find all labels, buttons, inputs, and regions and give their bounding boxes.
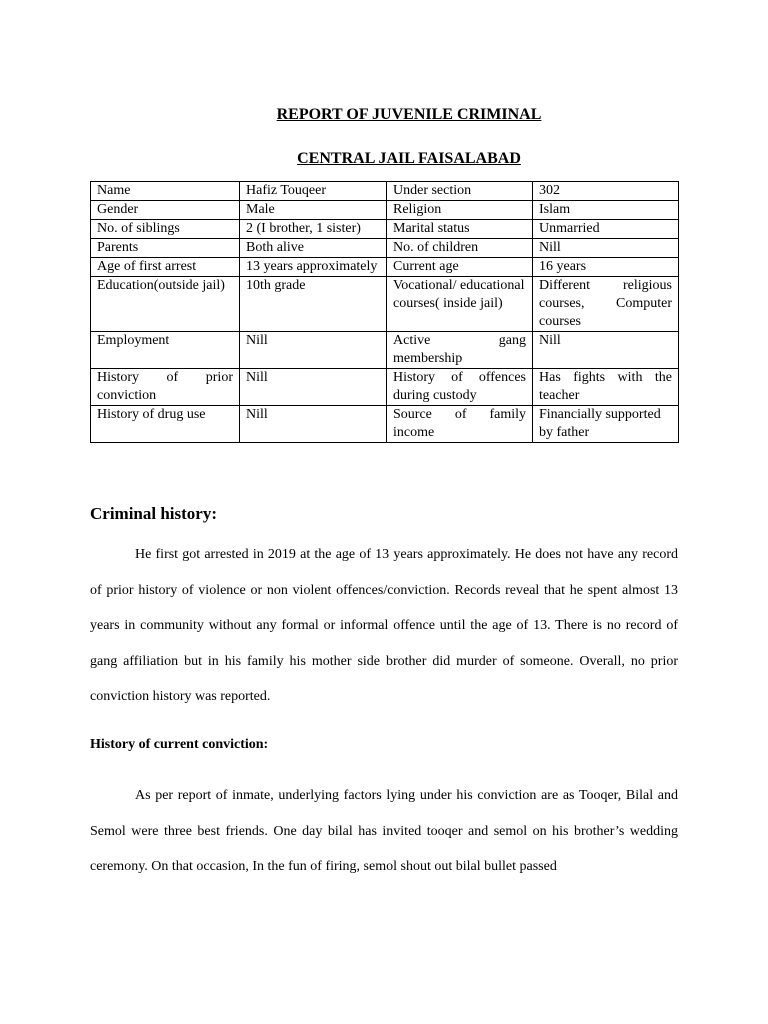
table-cell-value: 302 — [533, 182, 679, 201]
table-cell-value: Nill — [240, 369, 387, 406]
table-cell-value: Different religious courses, Computer courses — [533, 277, 679, 332]
table-row — [91, 182, 679, 201]
table-row — [91, 332, 679, 369]
table-cell-label: Age of first arrest — [91, 258, 240, 277]
table-cell-value: Financially supported by father — [533, 406, 679, 443]
table-cell-label: Name — [91, 182, 240, 201]
table-cell-value: Nill — [533, 332, 679, 369]
table-cell-label: Religion — [387, 201, 533, 220]
table-cell-value: 13 years approximately — [240, 258, 387, 277]
table-cell-value: Has fights with the teacher — [533, 369, 679, 406]
current-conviction-paragraph: As per report of inmate, underlying factors lying under his conviction are as Tooqer, Bilal and Semol were three best friends. One day bilal has invited tooqer and semol on his brother’s wedding ceremony. On that occasion, In the fun of firing, semol shout out bilal bullet passed — [90, 788, 678, 874]
table-cell-value: Nill — [240, 332, 387, 369]
table-row — [91, 258, 679, 277]
report-subtitle: CENTRAL JAIL FAISALABAD — [297, 150, 521, 167]
table-cell-label: Education(outside jail) — [91, 277, 240, 332]
table-cell-value: Islam — [533, 201, 679, 220]
table-cell-label: Parents — [91, 239, 240, 258]
table-cell-value: Hafiz Touqeer — [240, 182, 387, 201]
table-cell-label: Active gang membership — [387, 332, 533, 369]
table-cell-label: Employment — [91, 332, 240, 369]
table-cell-label: History of offences during custody — [387, 369, 533, 406]
current-conviction-heading: History of current conviction: — [90, 737, 269, 752]
criminal-history-paragraph: He first got arrested in 2019 at the age of 13 years approximately. He does not have any record of prior history of violence or non violent offences/conviction. Records reveal that he spent almost 13 years in community without any formal or informal offence until the age of 13. There is no record of gang affiliation but in his family his mother side brother did murder of someone. Overall, no prior conviction history was reported. — [90, 547, 678, 704]
table-cell-value: Both alive — [240, 239, 387, 258]
table-cell-label: No. of siblings — [91, 220, 240, 239]
table-row — [91, 406, 679, 443]
table-cell-value: 16 years — [533, 258, 679, 277]
table-row — [91, 239, 679, 258]
table-cell-label: Vocational/ educational courses( inside jail) — [387, 277, 533, 332]
table-cell-label: No. of children — [387, 239, 533, 258]
table-cell-value: Male — [240, 201, 387, 220]
table-row — [91, 369, 679, 406]
table-cell-label: Current age — [387, 258, 533, 277]
table-cell-label: Gender — [91, 201, 240, 220]
table-row — [91, 220, 679, 239]
inmate-info-table — [90, 181, 679, 443]
table-cell-label: Marital status — [387, 220, 533, 239]
table-cell-value: Nill — [240, 406, 387, 443]
table-cell-label: Source of family income — [387, 406, 533, 443]
table-cell-value: Nill — [533, 239, 679, 258]
criminal-history-heading: Criminal history: — [90, 504, 218, 523]
table-row — [91, 201, 679, 220]
table-cell-value: 10th grade — [240, 277, 387, 332]
table-cell-value: Unmarried — [533, 220, 679, 239]
table-cell-label: History of prior conviction — [91, 369, 240, 406]
table-cell-label: Under section — [387, 182, 533, 201]
table-row — [91, 277, 679, 332]
report-title: REPORT OF JUVENILE CRIMINAL — [276, 106, 542, 123]
table-cell-value: 2 (I brother, 1 sister) — [240, 220, 387, 239]
table-cell-label: History of drug use — [91, 406, 240, 443]
